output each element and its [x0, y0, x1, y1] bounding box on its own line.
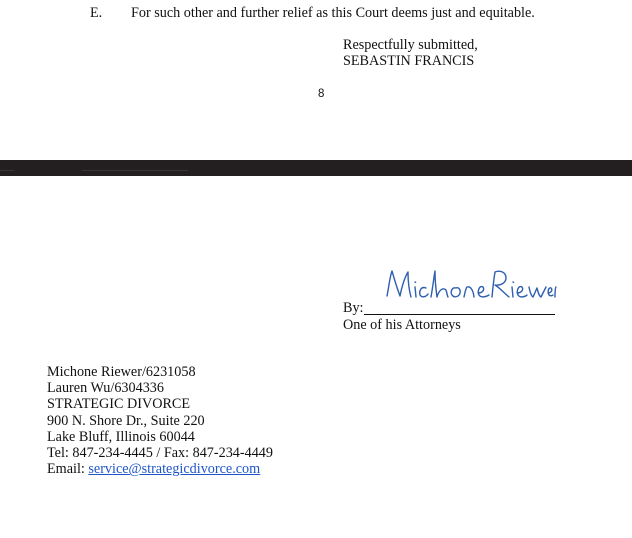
handwritten-signature — [382, 266, 558, 304]
attorney-line: Lauren Wu/6304336 — [47, 380, 164, 397]
email-line — [47, 461, 273, 477]
attorney-contact-block — [47, 364, 273, 477]
relief-letter: E. — [90, 5, 103, 21]
divider-mark — [82, 170, 188, 171]
firm-name: STRATEGIC DIVORCE — [47, 396, 191, 413]
divider-mark — [0, 170, 14, 171]
street-address: 900 N. Shore Dr., Suite 220 — [47, 412, 205, 429]
page-break-divider — [0, 160, 632, 176]
email-link[interactable]: service@strategicdivorce.com — [88, 461, 261, 478]
page-number: 8 — [318, 88, 325, 100]
signer-role: One of his Attorneys — [343, 317, 461, 333]
closing-line: Respectfully submitted, — [343, 37, 478, 53]
page-8-bottom — [0, 0, 632, 160]
by-label: By: — [343, 300, 364, 316]
client-name: SEBASTIN FRANCIS — [343, 53, 475, 69]
email-label: Email: — [47, 461, 89, 478]
city-address: Lake Bluff, Illinois 60044 — [47, 428, 195, 445]
phone-fax: Tel: 847-234-4445 / Fax: 847-234-4449 — [47, 445, 273, 462]
signature-line — [364, 314, 555, 315]
relief-text: For such other and further relief as this Court deems just and equitable. — [131, 5, 535, 21]
attorney-line: Michone Riewer/6231058 — [47, 364, 196, 380]
